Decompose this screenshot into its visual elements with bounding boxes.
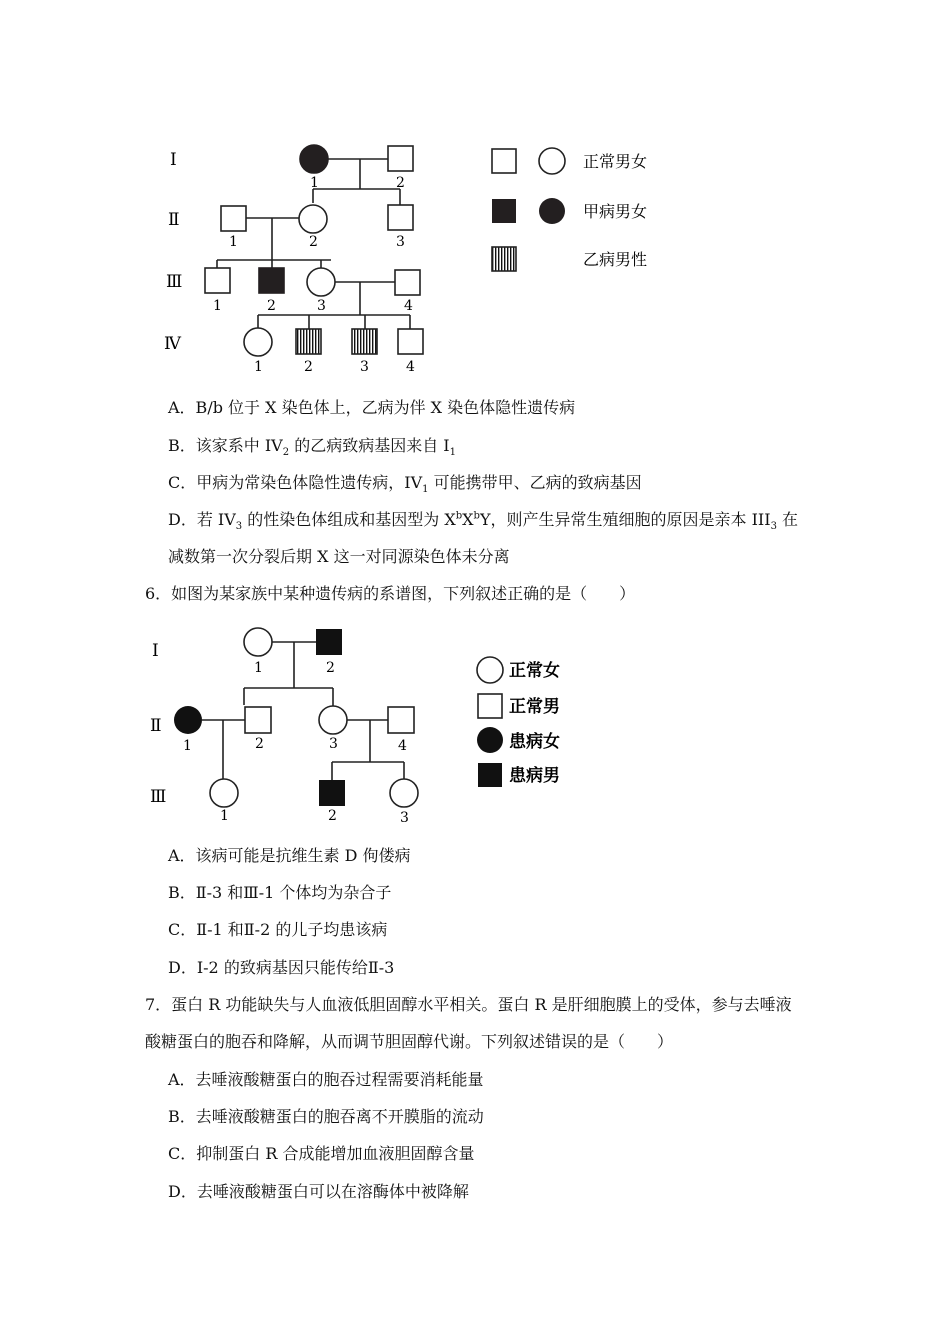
legend-normal-male-symbol bbox=[492, 149, 516, 173]
member-number: 2 bbox=[326, 660, 335, 676]
q7-option-a: A．去唾液酸糖蛋白的胞吞过程需要消耗能量 bbox=[168, 1070, 484, 1089]
member-number: 1 bbox=[254, 359, 263, 375]
member-number: 2 bbox=[309, 234, 318, 250]
III-1-normal-male bbox=[205, 268, 230, 293]
I-1-normal-female bbox=[244, 628, 272, 656]
q6-stem: 6．如图为某家族中某种遗传病的系谱图，下列叙述正确的是（ ） bbox=[145, 584, 636, 603]
II-1-affected-female bbox=[174, 706, 202, 734]
member-number: 1 bbox=[220, 808, 229, 824]
q7-option-b: B．去唾液酸糖蛋白的胞吞离不开膜脂的流动 bbox=[168, 1107, 484, 1126]
q5-option-b: B．该家系中 $IV_2$ 的乙病致病基因来自 $I_1$ bbox=[168, 436, 456, 459]
q5-option-c: C．甲病为常染色体隐性遗传病，$IV_1$ 可能携带甲、乙病的致病基因 bbox=[168, 473, 642, 496]
member-number: 2 bbox=[396, 175, 405, 191]
legend-normal-label: 正常男女 bbox=[583, 152, 648, 171]
member-number: 3 bbox=[360, 359, 369, 375]
legend-affected-male-label: 患病男 bbox=[509, 766, 560, 786]
q7-option-d: D．去唾液酸糖蛋白可以在溶酶体中被降解 bbox=[168, 1182, 469, 1201]
q7-stem-line1: 7．蛋白 R 功能缺失与人血液低胆固醇水平相关。蛋白 R 是肝细胞膜上的受体，参与去唾液 bbox=[145, 995, 792, 1014]
III-3-normal-female bbox=[390, 779, 418, 807]
III-3-normal-female bbox=[307, 268, 335, 296]
legend-disease-a-female-symbol bbox=[539, 198, 565, 224]
member-number: 2 bbox=[267, 298, 276, 314]
IV-3-disease-b-male bbox=[352, 329, 377, 354]
member-number: 1 bbox=[310, 175, 319, 191]
I-1-affected-female bbox=[300, 145, 328, 173]
III-2-affected-male bbox=[319, 780, 345, 806]
II-3-normal-male bbox=[388, 205, 413, 230]
legend-normal-female-label: 正常女 bbox=[509, 661, 560, 681]
member-number: 3 bbox=[329, 736, 338, 752]
member-number: 1 bbox=[183, 738, 192, 754]
legend-affected-female-label: 患病女 bbox=[509, 732, 560, 752]
gen-label-II: Ⅱ bbox=[168, 210, 180, 230]
gen-label-III: Ⅲ bbox=[166, 272, 183, 292]
q5-option-d: D．若 $IV_3$ 的性染色体组成和基因型为 $X^bX^bY$，则产生异常生殖细胞的原因是亲本 $III_3$ 在 bbox=[168, 510, 799, 533]
legend-normal-male-label: 正常男 bbox=[509, 697, 560, 717]
III-4-normal-male bbox=[395, 270, 420, 295]
member-number: 3 bbox=[317, 298, 326, 314]
legend-normal-male-symbol bbox=[478, 694, 502, 718]
legend-affected-male-symbol bbox=[478, 763, 502, 787]
gen-label-IV: Ⅳ bbox=[164, 334, 181, 354]
legend-disease-b-male-symbol bbox=[492, 247, 516, 271]
pedigree-chart-1 bbox=[150, 135, 670, 380]
IV-1-normal-female bbox=[244, 328, 272, 356]
q6-option-b: B．Ⅱ-3 和Ⅲ-1 个体均为杂合子 bbox=[168, 883, 392, 902]
II-2-normal-male bbox=[245, 707, 271, 733]
member-number: 4 bbox=[404, 298, 413, 314]
member-number: 4 bbox=[398, 738, 407, 754]
member-number: 1 bbox=[213, 298, 222, 314]
q6-option-a: A．该病可能是抗维生素 D 佝偻病 bbox=[168, 846, 411, 865]
legend-affected-female-symbol bbox=[477, 727, 503, 753]
member-number: 3 bbox=[400, 810, 409, 826]
III-1-normal-female bbox=[210, 779, 238, 807]
member-number: 2 bbox=[304, 359, 313, 375]
legend-disease-b-label: 乙病男性 bbox=[583, 250, 648, 269]
q5-option-d-line2: 减数第一次分裂后期 X 这一对同源染色体未分离 bbox=[168, 547, 510, 566]
legend-disease-a-label: 甲病男女 bbox=[583, 202, 648, 221]
legend-disease-a-male-symbol bbox=[492, 199, 516, 223]
gen-label-I: I bbox=[152, 641, 159, 661]
II-1-normal-male bbox=[221, 206, 246, 231]
q7-option-c: C．抑制蛋白 R 合成能增加血液胆固醇含量 bbox=[168, 1144, 475, 1163]
gen-label-II: Ⅱ bbox=[150, 716, 162, 736]
member-number: 4 bbox=[406, 359, 415, 375]
IV-2-disease-b-male bbox=[296, 329, 321, 354]
q6-option-c: C．Ⅱ-1 和Ⅱ-2 的儿子均患该病 bbox=[168, 920, 388, 939]
member-number: 1 bbox=[229, 234, 238, 250]
gen-label-I: I bbox=[170, 150, 177, 170]
member-number: 2 bbox=[255, 736, 264, 752]
gen-label-III: Ⅲ bbox=[150, 787, 167, 807]
member-number: 2 bbox=[328, 808, 337, 824]
member-number: 3 bbox=[396, 234, 405, 250]
II-4-normal-male bbox=[388, 707, 414, 733]
member-number: 1 bbox=[254, 660, 263, 676]
II-2-normal-female bbox=[299, 205, 327, 233]
III-2-affected-male bbox=[259, 268, 284, 293]
legend-normal-female-symbol bbox=[539, 148, 565, 174]
q5-option-a: A．B/b 位于 X 染色体上，乙病为伴 X 染色体隐性遗传病 bbox=[168, 398, 576, 417]
I-2-affected-male bbox=[316, 629, 342, 655]
legend-normal-female-symbol bbox=[477, 657, 503, 683]
II-3-normal-female bbox=[319, 706, 347, 734]
pedigree-chart-2 bbox=[140, 620, 590, 835]
q7-stem-line2: 酸糖蛋白的胞吞和降解，从而调节胆固醇代谢。下列叙述错误的是（ ） bbox=[145, 1032, 674, 1051]
I-2-normal-male bbox=[388, 146, 413, 171]
IV-4-normal-male bbox=[398, 329, 423, 354]
q6-option-d: D．Ⅰ-2 的致病基因只能传给Ⅱ-3 bbox=[168, 958, 395, 977]
